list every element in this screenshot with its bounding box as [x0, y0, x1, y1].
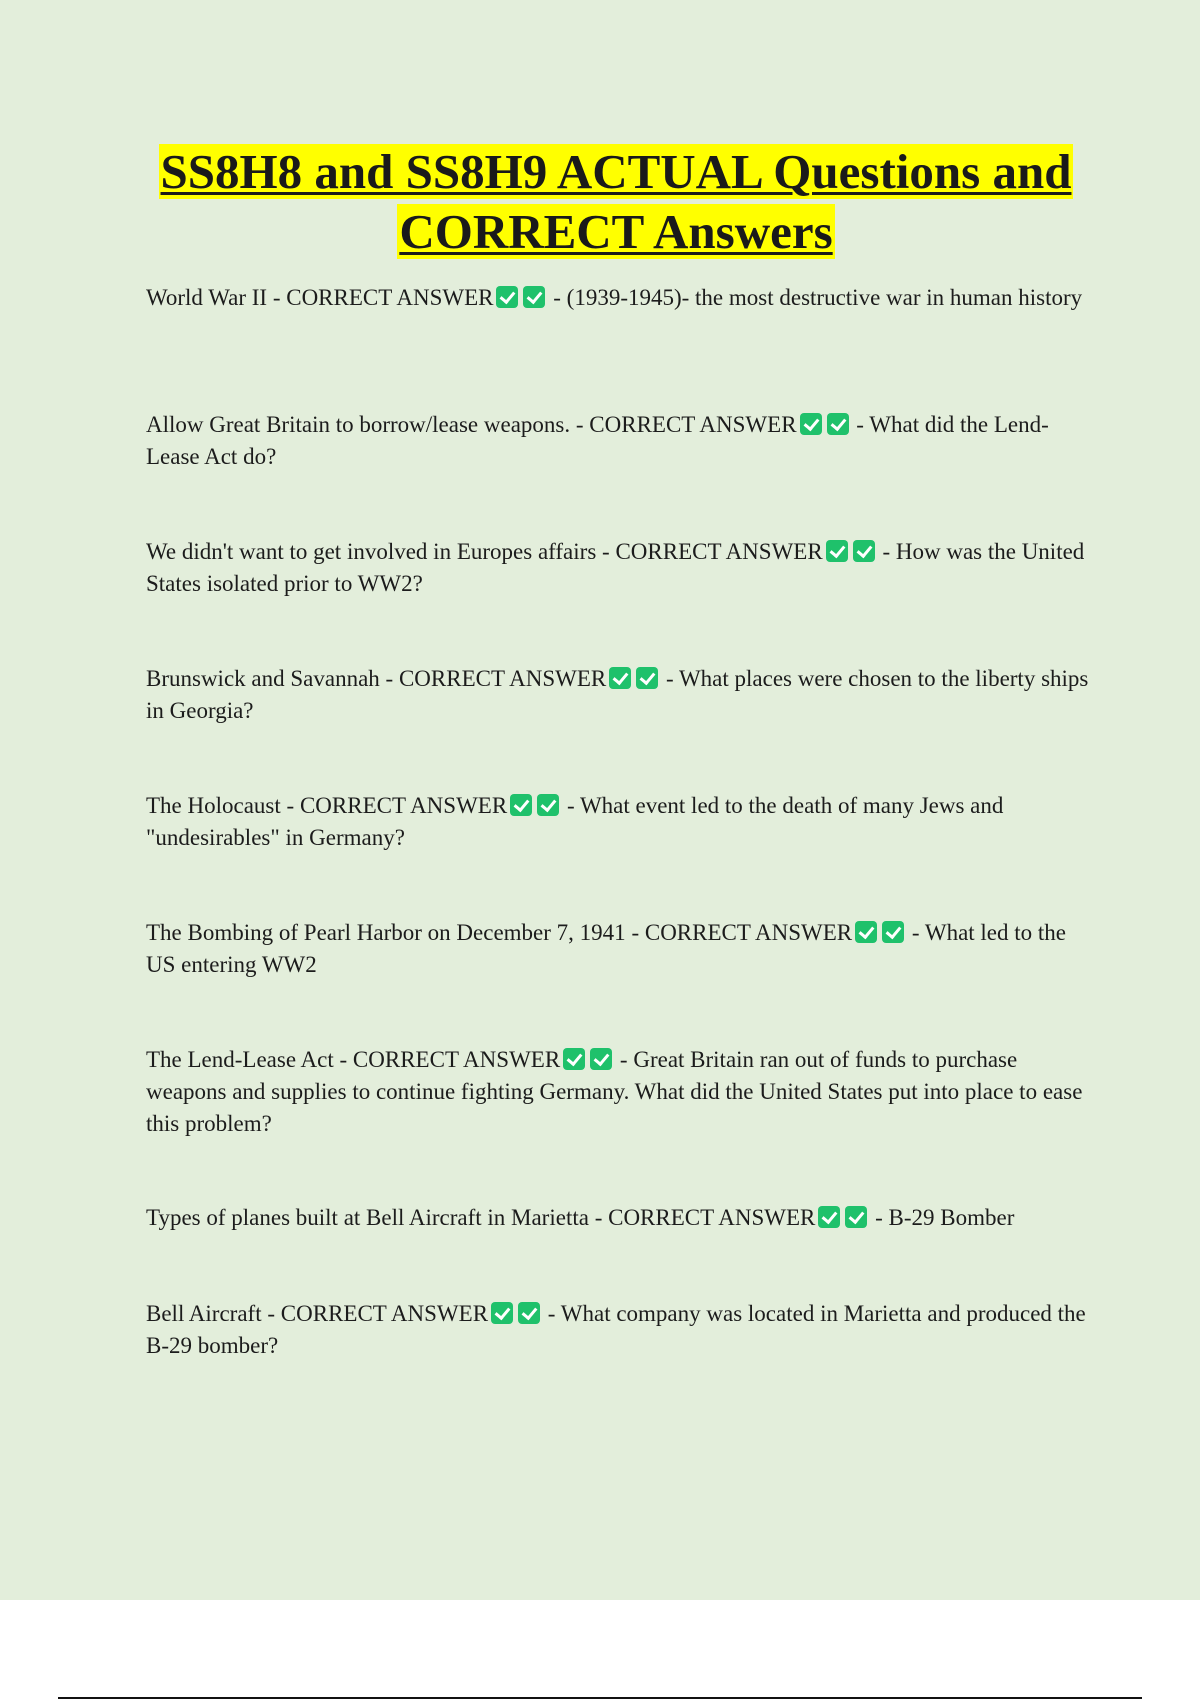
qa-separator: - — [547, 285, 567, 310]
check-mark-icon — [563, 1048, 585, 1070]
check-mark-icon — [636, 667, 658, 689]
qa-item — [146, 1044, 1092, 1140]
qa-separator: - — [280, 793, 300, 818]
qa-definition: What places were chosen to the liberty ships in Georgia? — [146, 666, 1089, 723]
qa-term: Types of planes built at Bell Aircraft in Marietta — [146, 1205, 589, 1230]
qa-separator: - — [906, 920, 925, 945]
check-mark-icon — [818, 1206, 840, 1228]
qa-definition: How was the United States isolated prior to WW2? — [146, 539, 1085, 596]
qa-definition: (1939-1945)- the most destructive war in human history — [566, 285, 1083, 310]
qa-term: The Lend-Lease Act — [146, 1047, 334, 1072]
qa-item — [146, 536, 1092, 600]
qa-marker: CORRECT ANSWER — [299, 793, 508, 818]
qa-separator: - — [570, 412, 590, 437]
check-mark-icon — [518, 1302, 540, 1324]
qa-item — [146, 790, 1092, 854]
qa-marker: CORRECT ANSWER — [615, 539, 823, 564]
qa-separator: - — [596, 539, 616, 564]
qa-item — [146, 917, 1092, 981]
check-mark-icon — [496, 286, 518, 308]
check-mark-icon — [827, 413, 849, 435]
qa-separator: - — [660, 666, 679, 691]
check-mark-icon — [609, 667, 631, 689]
qa-item — [146, 1298, 1092, 1362]
qa-marker: CORRECT ANSWER — [352, 1047, 561, 1072]
qa-definition: What event led to the death of many Jews and "undesirables" in Germany? — [146, 793, 1004, 850]
document-title — [120, 142, 1112, 262]
qa-separator: - — [379, 666, 399, 691]
qa-term: World War II — [146, 285, 268, 310]
qa-term: Brunswick and Savannah — [146, 666, 380, 691]
qa-definition: What company was located in Marietta and produced the B-29 bomber? — [146, 1301, 1086, 1358]
qa-separator: - — [261, 1301, 281, 1326]
qa-marker: CORRECT ANSWER — [589, 412, 797, 437]
qa-term: Allow Great Britain to borrow/lease weapons. — [146, 412, 571, 437]
qa-term: The Holocaust — [146, 793, 281, 818]
check-mark-icon — [826, 540, 848, 562]
qa-marker: CORRECT ANSWER — [286, 285, 494, 310]
qa-item — [146, 409, 1092, 473]
qa-separator: - — [561, 793, 580, 818]
qa-term: Bell Aircraft — [146, 1301, 262, 1326]
qa-term: We didn't want to get involved in Europes affairs — [146, 539, 597, 564]
qa-separator: - — [614, 1047, 634, 1072]
check-mark-icon — [882, 921, 904, 943]
qa-separator: - — [542, 1301, 561, 1326]
qa-marker: CORRECT ANSWER — [644, 920, 853, 945]
check-mark-icon — [491, 1302, 513, 1324]
qa-separator: - — [850, 412, 870, 437]
check-mark-icon — [537, 794, 559, 816]
qa-item — [146, 1202, 1092, 1234]
check-mark-icon — [590, 1048, 612, 1070]
qa-separator: - — [876, 539, 896, 564]
qa-definition: What led to the US entering WW2 — [146, 920, 1067, 977]
check-mark-icon — [523, 286, 545, 308]
check-mark-icon — [853, 540, 875, 562]
qa-definition: B-29 Bomber — [888, 1205, 1015, 1230]
qa-item — [146, 282, 1092, 314]
check-mark-icon — [510, 794, 532, 816]
qa-separator: - — [869, 1205, 889, 1230]
check-mark-icon — [845, 1206, 867, 1228]
document-title-text: SS8H8 and SS8H9 ACTUAL Questions and CORRECT Answers — [160, 144, 1072, 259]
qa-term: The Bombing of Pearl Harbor on December 7, 1941 — [146, 920, 626, 945]
qa-separator: - — [625, 920, 645, 945]
qa-item — [146, 663, 1092, 727]
check-mark-icon — [800, 413, 822, 435]
qa-separator: - — [588, 1205, 609, 1230]
bottom-rule — [58, 1697, 1142, 1699]
qa-separator: - — [333, 1047, 353, 1072]
qa-definition: Great Britain ran out of funds to purchase weapons and supplies to continue fighting Germany. What did the United States put into place to ease this problem? — [146, 1047, 1083, 1136]
qa-marker: CORRECT ANSWER — [398, 666, 607, 691]
qa-definition: What did the Lend-Lease Act do? — [146, 412, 1049, 469]
qa-marker: CORRECT ANSWER — [280, 1301, 489, 1326]
qa-separator: - — [267, 285, 287, 310]
qa-marker: CORRECT ANSWER — [608, 1205, 816, 1230]
check-mark-icon — [855, 921, 877, 943]
